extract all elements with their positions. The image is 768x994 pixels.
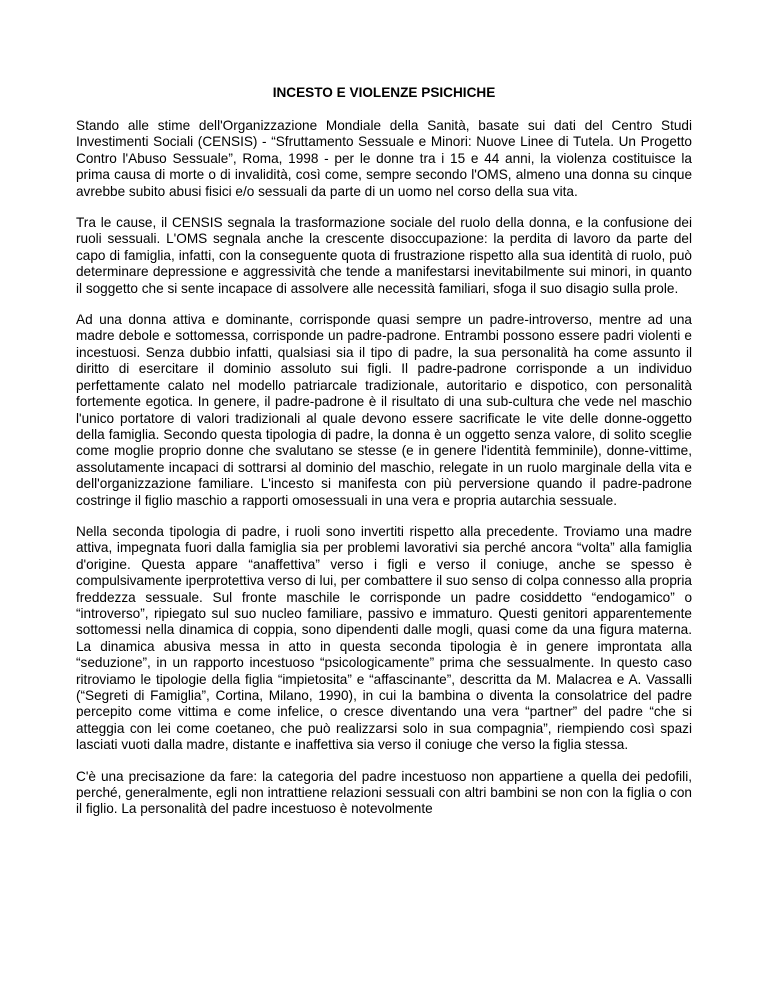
paragraph-5: C'è una precisazione da fare: la categoria del padre incestuoso non appartiene a quella dei pedofili, perché, generalmente, egli non intrattiene relazioni sessuali con altri bambini se non con la figlia o con il figlio. La personalità del padre incestuoso è notevolmente xyxy=(76,768,692,817)
paragraph-4: Nella seconda tipologia di padre, i ruoli sono invertiti rispetto alla precedente. Troviamo una madre attiva, impegnata fuori dalla famiglia sia per problemi lavorativi sia perché ancora “volta” alla famiglia d'origine. Questa appare “anaffettiva” verso i figli e verso il coniuge, anche se spesso è compulsivamente iperprotettiva verso di lui, per combattere il suo senso di colpa connesso alla propria freddezza sessuale. Sul fronte maschile le corrisponde un padre cosiddetto “endogamico” o “introverso”, ripiegato sul suo nucleo familiare, passivo e immaturo. Questi genitori apparentemente sottomessi nella dinamica di coppia, sono dipendenti dalle mogli, quasi come da una figura materna. La dinamica abusiva messa in atto in questa seconda tipologia è in genere improntata alla “seduzione”, in un rapporto incestuoso “psicologicamente” prima che sessualmente. In questo caso ritroviamo le tipologie della figlia “impietosita” e “affascinante”, descritta da M. Malacrea e A. Vassalli (“Segreti di Famiglia”, Cortina, Milano, 1990), in cui la bambina o diventa la consolatrice del padre percepito come vittima e come infelice, o cresce diventando una vera “partner” del padre “che si atteggia con lei come coetaneo, che può realizzarsi solo in sua compagnia”, riempiendo così spazi lasciati vuoti dalla madre, distante e inaffettiva sia verso il coniuge che verso la figlia stessa. xyxy=(76,523,692,753)
paragraph-3: Ad una donna attiva e dominante, corrisponde quasi sempre un padre-introverso, mentre ad una madre debole e sottomessa, corrisponde un padre-padrone. Entrambi possono essere padri violenti e incestuosi. Senza dubbio infatti, qualsiasi sia il tipo di padre, la sua personalità ha come assunto il diritto di esercitare il dominio assoluto sui figli. Il padre-padrone corrisponde a un individuo perfettamente calato nel modello patriarcale tradizionale, autoritario e dispotico, con personalità fortemente egotica. In genere, il padre-padrone è il risultato di una sub-cultura che vede nel maschio l'unico portatore di valori tradizionali al quale devono essere sacrificate le vite delle donne-oggetto della famiglia. Secondo questa tipologia di padre, la donna è un oggetto senza valore, di solito sceglie come moglie proprio donne che svalutano se stesse (e in genere l'identità femminile), donne-vittime, assolutamente incapaci di sottrarsi al dominio del maschio, relegate in un ruolo marginale della vita e dell'organizzazione familiare. L'incesto si manifesta con più perversione quando il padre-padrone costringe il figlio maschio a rapporti omosessuali in una vera e propria autarchia sessuale. xyxy=(76,312,692,508)
document-page xyxy=(76,84,692,833)
document-title: INCESTO E VIOLENZE PSICHICHE xyxy=(272,85,496,100)
paragraph-1: Stando alle stime dell'Organizzazione Mondiale della Sanità, basate sui dati del Centro Studi Investimenti Sociali (CENSIS) - “Sfruttamento Sessuale e Minori: Nuove Linee di Tutela. Un Progetto Contro l'Abuso Sessuale”, Roma, 1998 - per le donne tra i 15 e 44 anni, la violenza costituisce la prima causa di morte o di invalidità, così come, sempre secondo l'OMS, almeno una donna su cinque avrebbe subito abusi fisici e/o sessuali da parte di un uomo nel corso della sua vita. xyxy=(76,118,692,199)
paragraph-2: Tra le cause, il CENSIS segnala la trasformazione sociale del ruolo della donna, e la confusione dei ruoli sessuali. L'OMS segnala anche la crescente disoccupazione: la perdita di lavoro da parte del capo di famiglia, infatti, con la conseguente quota di frustrazione rispetto alla sua identità di ruolo, può determinare depressione e aggressività che tende a manifestarsi inevitabilmente sui minori, in quanto il soggetto che si sente incapace di assolvere alle necessità familiari, sfoga il suo disagio sulla prole. xyxy=(76,215,692,296)
